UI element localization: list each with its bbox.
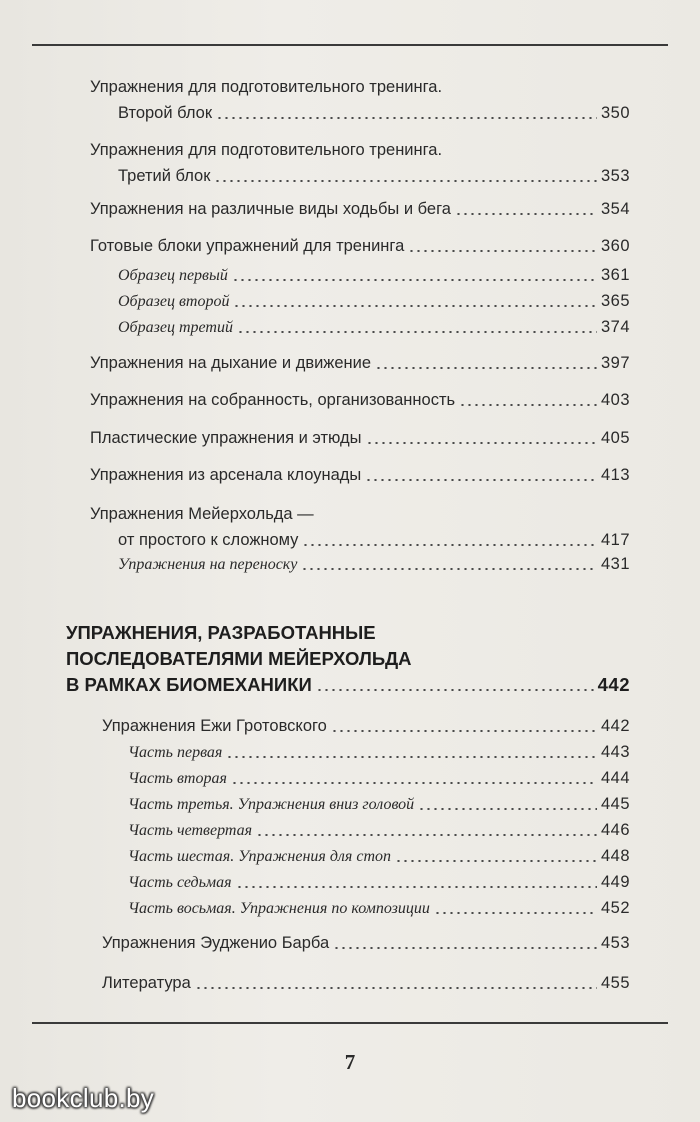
toc-entry-title: Образец первый [118, 267, 228, 284]
toc-entry-title: Образец третий [118, 319, 233, 336]
toc-entry [90, 462, 630, 488]
dot-leader [232, 279, 597, 281]
page-number: 7 [344, 1050, 356, 1074]
toc-entry-line [128, 869, 630, 895]
toc-page-number: 446 [600, 821, 630, 839]
top-rule [32, 44, 668, 46]
toc-entry-line [90, 233, 630, 259]
toc-entry [118, 314, 630, 340]
toc-entry-line [102, 970, 630, 996]
toc-entry-title: Упражнения Ежи Гротовского [102, 717, 327, 735]
toc-entry [128, 765, 630, 791]
toc-entry-line [90, 74, 630, 100]
toc-entry-title: Часть вторая [128, 770, 227, 787]
dot-leader [375, 367, 597, 369]
toc-page-number: 442 [600, 717, 630, 735]
toc-entry-line [90, 137, 630, 163]
toc-entry-title: Часть первая [128, 744, 223, 761]
bottom-rule [32, 1022, 668, 1024]
toc-entry [128, 869, 630, 895]
toc-page-number: 431 [600, 555, 630, 573]
dot-leader [233, 305, 597, 307]
dot-leader [236, 886, 597, 888]
toc-page-number: 403 [600, 391, 630, 409]
toc-entry-title: Упражнения Мейерхольда — [90, 505, 314, 523]
toc-entry-line [102, 930, 630, 956]
dot-leader [302, 544, 597, 546]
toc-page-number: 354 [600, 200, 630, 218]
toc-entry-title: Упражнения из арсенала клоунады [90, 466, 362, 484]
dot-leader [408, 250, 597, 252]
dot-leader [455, 213, 597, 215]
dot-leader [195, 987, 597, 989]
toc-entry-line [118, 527, 630, 553]
toc-page-number: 365 [600, 292, 630, 310]
toc-entry-line [118, 100, 630, 126]
dot-leader [331, 730, 597, 732]
toc-entry-title: ПОСЛЕДОВАТЕЛЯМИ МЕЙЕРХОЛЬДА [66, 648, 412, 669]
toc-entry-line [128, 791, 630, 817]
toc-entry-title: Третий блок [118, 167, 211, 185]
toc-entry-line [128, 765, 630, 791]
toc-page-number: 442 [597, 674, 630, 695]
toc-entry-title: В РАМКАХ БИОМЕХАНИКИ [66, 674, 312, 695]
toc-entry [102, 970, 630, 996]
toc-page-number: 374 [600, 318, 630, 336]
toc-entry [128, 817, 630, 843]
toc-entry-line [90, 350, 630, 376]
toc-entry-title: Часть третья. Упражнения вниз головой [128, 796, 415, 813]
toc-entry-title: Упражнения на собранность, организованность [90, 391, 456, 409]
dot-leader [237, 331, 597, 333]
dot-leader [459, 404, 597, 406]
toc-page-number: 413 [600, 466, 630, 484]
toc-entry-title: Второй блок [118, 104, 213, 122]
toc-entry-line [66, 672, 630, 698]
toc-page-number: 397 [600, 354, 630, 372]
toc-entry-title: Упражнения на дыхание и движение [90, 354, 372, 372]
toc-entry [90, 196, 630, 222]
toc-entry-title: Образец второй [118, 293, 230, 310]
dot-leader [214, 180, 597, 182]
toc-page-number: 353 [600, 167, 630, 185]
toc-entry-line [118, 288, 630, 314]
toc-page-number: 448 [600, 847, 630, 865]
dot-leader [301, 568, 597, 570]
toc-entry-title: Часть четвертая [128, 822, 253, 839]
toc-page-number: 444 [600, 769, 630, 787]
dot-leader [418, 808, 597, 810]
toc-entry [90, 501, 630, 553]
toc-entry [102, 930, 630, 956]
toc-entry-line [128, 739, 630, 765]
toc-entry [90, 233, 630, 259]
toc-page-number: 445 [600, 795, 630, 813]
dot-leader [365, 479, 597, 481]
watermark-text: bookclub.by [12, 1083, 155, 1113]
toc-entry [90, 74, 630, 126]
dot-leader [256, 834, 597, 836]
toc-page-number: 443 [600, 743, 630, 761]
toc-entry-title: Упражнения Эудженио Барба [102, 934, 330, 952]
toc-page-number: 455 [600, 974, 630, 992]
toc-entry-title: от простого к сложному [118, 531, 299, 549]
toc-entry-title: Литература [102, 974, 191, 992]
toc-entry [128, 739, 630, 765]
toc-entry [118, 288, 630, 314]
toc-section-heading [66, 620, 630, 698]
toc-entry-line [118, 163, 630, 189]
toc-entry-title: Упражнения для подготовительного тренинга. [90, 78, 443, 96]
toc-entry-title: Часть шестая. Упражнения для стоп [128, 848, 391, 865]
toc-entry-title: Готовые блоки упражнений для тренинга [90, 237, 405, 255]
toc-entry-line [90, 387, 630, 413]
dot-leader [316, 689, 594, 691]
toc-entry-title: Часть седьмая [128, 874, 232, 891]
dot-leader [231, 782, 597, 784]
toc-entry-title: УПРАЖНЕНИЯ, РАЗРАБОТАННЫЕ [66, 622, 376, 643]
toc-page-number: 361 [600, 266, 630, 284]
toc-entry-title: Пластические упражнения и этюды [90, 429, 362, 447]
dot-leader [434, 912, 597, 914]
toc-page-number: 360 [600, 237, 630, 255]
toc-entry-title: Упражнения на переноску [118, 556, 298, 573]
toc-entry [90, 387, 630, 413]
toc-entry-line [128, 817, 630, 843]
dot-leader [366, 442, 597, 444]
toc-entry-line [90, 462, 630, 488]
toc-entry-title: Часть восьмая. Упражнения по композиции [128, 900, 430, 917]
toc-page-number: 417 [600, 531, 630, 549]
toc-entry-line [118, 551, 630, 577]
toc-entry-line [90, 196, 630, 222]
toc-entry-line [118, 262, 630, 288]
toc-entry [90, 425, 630, 451]
toc-entry-line [128, 843, 630, 869]
dot-leader [333, 947, 597, 949]
toc-entry [90, 350, 630, 376]
toc-entry [118, 262, 630, 288]
toc-entry-title: Упражнения для подготовительного тренинга. [90, 141, 443, 159]
dot-leader [226, 756, 597, 758]
toc-entry [128, 895, 630, 921]
toc-entry-line [90, 425, 630, 451]
dot-leader [216, 117, 597, 119]
toc-entry-line [90, 501, 630, 527]
toc-entry [128, 791, 630, 817]
toc-page-number: 452 [600, 899, 630, 917]
toc-entry-line [118, 314, 630, 340]
toc-page-number: 405 [600, 429, 630, 447]
toc-entry [128, 843, 630, 869]
dot-leader [395, 860, 597, 862]
toc-entry-line [66, 620, 630, 646]
toc-entry [90, 137, 630, 189]
toc-entry-line [128, 895, 630, 921]
toc-entry-line [102, 713, 630, 739]
toc-page-number: 453 [600, 934, 630, 952]
toc-page-number: 449 [600, 873, 630, 891]
toc-entry-title: Упражнения на различные виды ходьбы и бега [90, 200, 451, 218]
toc-entry-line [66, 646, 630, 672]
toc-entry [102, 713, 630, 739]
toc-entry [118, 551, 630, 577]
toc-page-number: 350 [600, 104, 630, 122]
